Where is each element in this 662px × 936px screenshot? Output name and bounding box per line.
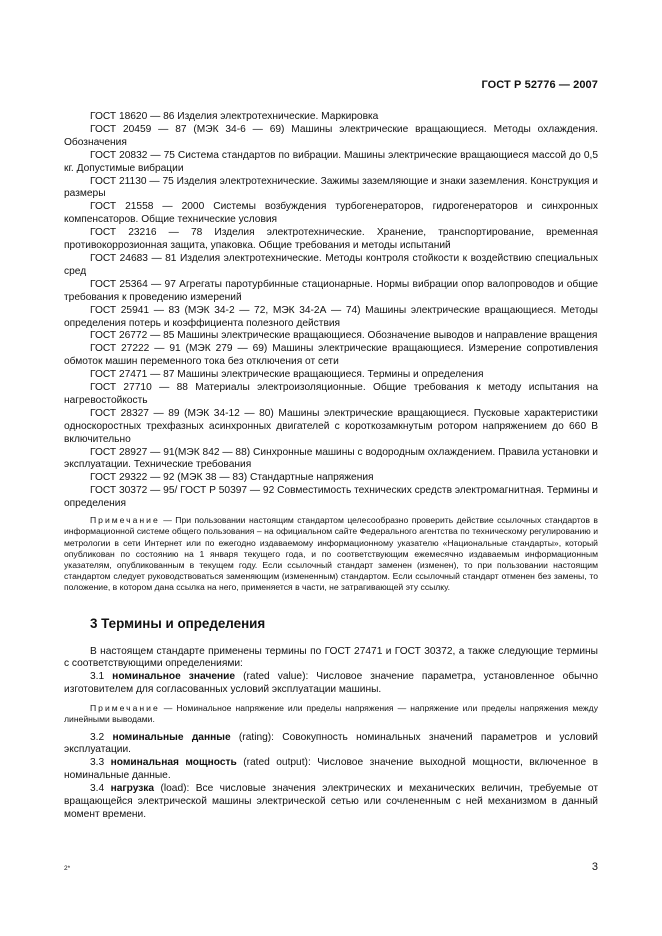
reference-item: ГОСТ 18620 — 86 Изделия электротехнические. Маркировка: [90, 111, 379, 122]
section-heading: 3 Термины и определения: [90, 615, 266, 631]
reference-item: ГОСТ 24683 — 81 Изделия электротехнические. Методы контроля стойкости к воздействию специальных сред: [64, 252, 598, 277]
main-text-column: [64, 111, 598, 822]
reference-item: ГОСТ 21558 — 2000 Системы возбуждения турбогенераторов, гидрогенераторов и синхронных компенсаторов. Общие технические условия: [64, 201, 598, 226]
reference-item: ГОСТ 27471 — 87 Машины электрические вращающиеся. Термины и определения: [90, 369, 484, 381]
definition-term: нагрузка: [110, 783, 155, 795]
definition-item: [64, 783, 598, 822]
references-note: [64, 515, 598, 593]
definition-term: номинальное значение: [112, 671, 236, 683]
reference-item: ГОСТ 21130 — 75 Изделия электротехнические. Зажимы заземляющие и знаки заземления. Конструкция и размеры: [64, 175, 598, 200]
reference-item: ГОСТ 25941 — 83 (МЭК 34-2 — 72, МЭК 34-2А — 74) Машины электрические вращающиеся. Методы определения потерь и коэффициента полезного действия: [64, 304, 598, 329]
definition-item: [64, 732, 598, 758]
definition-text: (load): Все числовые значения электрических и механических величин, требуемые от вращающейся электрической машины электрической сетью или сочлененным с ней механизмом в данный момент времени.: [64, 783, 599, 820]
reference-item: ГОСТ 28927 — 91(МЭК 842 — 88) Синхронные машины с водородным охлаждением. Правила установки и эксплуатации. Технические требования: [64, 446, 598, 471]
document-code-header: ГОСТ Р 52776 — 2007: [481, 79, 598, 91]
definition-item: [64, 757, 598, 783]
reference-item: ГОСТ 23216 — 78 Изделия электротехнические. Хранение, транспортирование, временная противокоррозионная защита, упаковка. Общие требования и методы испытаний: [64, 227, 598, 252]
reference-item: ГОСТ 28327 — 89 (МЭК 34-12 — 80) Машины электрические вращающиеся. Пусковые характеристики односкоростных трехфазных асинхронных двигателей с короткозамкнутым ротором напряжением до 660 В включительно: [64, 407, 598, 445]
reference-item: ГОСТ 26772 — 85 Машины электрические вращающиеся. Обозначение выводов и направление вращения: [90, 330, 598, 342]
note-text: — При пользовании настоящим стандартом целесообразно проверить действие ссылочных стандартов в информационной системе общего пользования – на официальном сайте Федерального агентства по техническому регулированию и метрологии в сети Интернет или по ежегодно издаваемому информационному указателю «Национальные стандарты», который опубликован по состоянию на 1 января текущего года, и по соответствующим ежемесячно издаваемым информационным указателям, опубликованным в текущем году. Если ссылочный стандарт заменен (изменен), то при пользовании настоящим стандартом следует руководствоваться заменяющим (измененным) стандартом. Если ссылочный стандарт отменен без замены, то положение, в котором дана ссылка на него, применяется в части, не затрагивающей эту ссылку.: [64, 515, 598, 593]
note-text: — Номинальное напряжение или пределы напряжения — напряжение или пределы напряжения между линейными выводами.: [64, 703, 598, 725]
definition-term: номинальная мощность: [110, 757, 237, 769]
note-label: Примечание: [90, 703, 160, 714]
reference-item: ГОСТ 27710 — 88 Материалы электроизоляционные. Общие требования к методу испытания на нагревостойкость: [64, 382, 598, 406]
normative-references-list: [64, 111, 598, 511]
definition-note: [64, 703, 598, 725]
definition-number: 3.3: [90, 757, 111, 769]
signature-mark: 2*: [64, 865, 71, 872]
reference-item: ГОСТ 20832 — 75 Система стандартов по вибрации. Машины электрические вращающиеся массой до 0,5 кг. Допустимые вибрации: [64, 149, 598, 174]
definition-text: (rating): Совокупность номинальных значений параметров и условий эксплуатации.: [64, 731, 598, 756]
definition-item: [64, 671, 598, 697]
definition-number: 3.4: [90, 783, 111, 795]
section-intro: В настоящем стандарте применены термины по ГОСТ 27471 и ГОСТ 30372, а также следующие термины с соответствующими определениями:: [64, 645, 598, 670]
reference-item: ГОСТ 30372 — 95/ ГОСТ Р 50397 — 92 Совместимость технических средств электромагнитная. Термины и определения: [64, 485, 598, 510]
definition-text: (rated value): Числовое значение параметра, установленное обычно изготовителем для согласованных условий эксплуатации машины.: [64, 671, 598, 696]
reference-item: ГОСТ 29322 — 92 (МЭК 38 — 83) Стандартные напряжения: [90, 472, 374, 484]
page-number: 3: [591, 861, 598, 873]
definition-number: 3.1: [90, 671, 113, 683]
definition-term: номинальные данные: [112, 731, 231, 743]
reference-item: ГОСТ 27222 — 91 (МЭК 279 — 69) Машины электрические вращающиеся. Измерение сопротивления обмоток машин переменного тока без отключения от сети: [64, 343, 598, 368]
reference-item: ГОСТ 25364 — 97 Агрегаты паротурбинные стационарные. Нормы вибрации опор валопроводов и общие требования к проведению измерений: [64, 278, 598, 303]
reference-item: ГОСТ 20459 — 87 (МЭК 34-6 — 69) Машины электрические вращающиеся. Методы охлаждения. Обозначения: [64, 123, 598, 148]
definition-number: 3.2: [90, 731, 113, 743]
note-label: Примечание: [90, 515, 160, 526]
definition-text: (rated output): Числовое значение выходной мощности, включенное в номинальные данные.: [64, 757, 598, 782]
